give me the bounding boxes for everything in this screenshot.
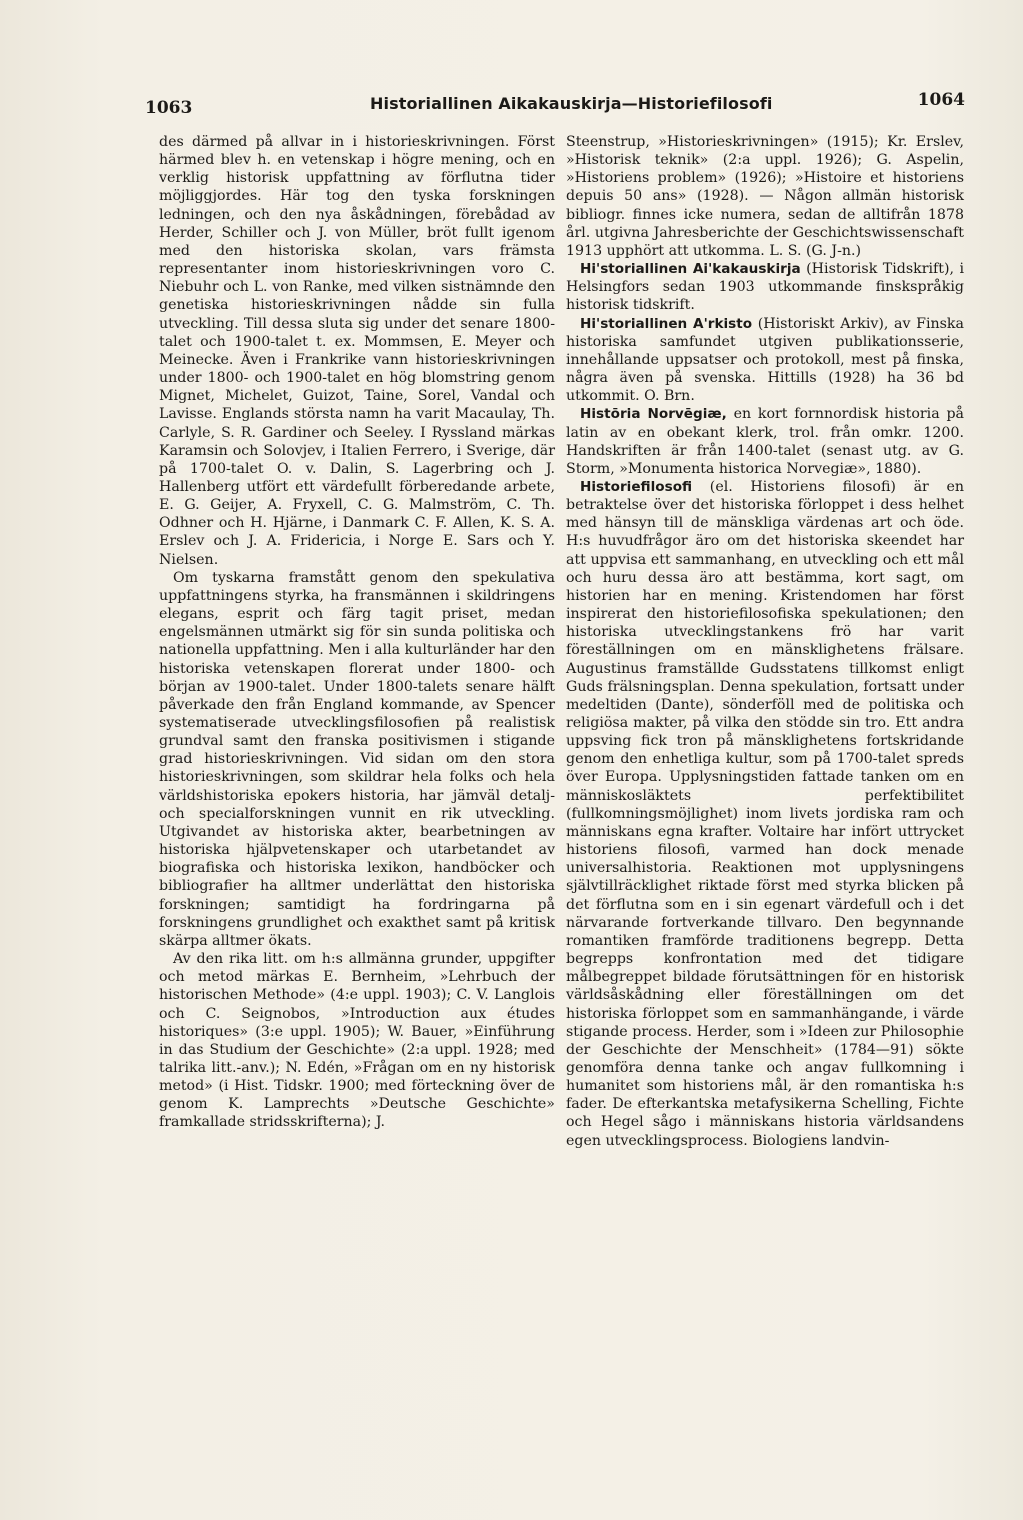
entry-title: Hi'storiallinen A'rkisto [580,315,753,332]
page-number-left: 1063 [145,98,193,118]
bibliography-text: Steenstrup, »Historieskrivningen» (1915); Kr. Erslev, »Historisk teknik» (2:a uppl. 1926); G. Aspelin, »Historiens problem» (1926); »Histoire et historiens depuis 50 ans» (1928). — Någon allmän historisk bibliogr. finnes icke numera, sedan de alltifrån 1878 årl. utgivna Jahresberichte der Geschichtswissenschaft 1913 upphört att utkomma. [566,134,964,259]
left-column [159,133,555,1132]
paragraph-historiography-development: des därmed på allvar in i historieskrivningen. Först härmed blev h. en vetenskap i högre mening, och en verklig historisk uppfattning av förflutna tider möjliggjordes. Här tog den tyska forskningen ledningen, och den nya åskådningen, förebådad av Herder, Schiller och J. von Müller, bröt fullt igenom med den historiska skolan, vars främsta representanter inom historieskrivningen voro C. Niebuhr och L. von Ranke, med vilken sistnämnde den genetiska historieskrivningen nådde sin fulla utveckling. Till dessa sluta sig under det senare 1800-talet och 1900-talet t. ex. Mommsen, E. Meyer och Meinecke. Även i Frankrike vann historieskrivningen under 1800- och 1900-talet en hög blomstring genom Mignet, Michelet, Guizot, Taine, Sorel, Vandal och Lavisse. Englands största namn ha varit Macaulay, Th. Carlyle, S. R. Gardiner och Seeley. I Ryssland märkas Karamsin och Solovjev, i Italien Ferrero, i Sverige, där på 1700-talet O. v. Dalin, S. Lagerbring och J. Hallenberg utfört ett värdefullt förberedande arbete, E. G. Geijer, A. Fryxell, C. G. Malmström, C. Th. Odhner och H. Hjärne, i Danmark C. F. Allen, K. S. A. Erslev och J. A. Fridericia, i Norge E. Sars och Y. Nielsen. [159,134,555,568]
entry-text: (Historiskt Arkiv), av Finska historiska samfundet utgiven publikationsserie, innehållande uppsatser och protokoll, mest på finska, några även på svenska. Hittills (1928) ha 36 bd utkommit. [566,315,964,405]
entry-title: Hi'storiallinen Ai'kakauskirja [580,261,801,278]
entry-text: (Historisk Tidskrift), i Helsingfors sedan 1903 utkommande finskspråkig historisk tidskrift. [566,261,964,314]
paragraph-literature: Av den rika litt. om h:s allmänna grunder, uppgifter och metod märkas E. Bernheim, »Lehrbuch der historischen Methode» (4:e uppl. 1903); C. V. Langlois och C. Seignobos, »Introduction aux études historiques» (3:e uppl. 1905); W. Bauer, »Einführung in das Studium der Geschichte» (2:a uppl. 1928; med talrika litt.-anv.); N. Edén, »Frågan om en ny historisk metod» (i Hist. Tidskr. 1900; med förteckning över de genom K. Lamprechts »Deutsche Geschichte» framkallade stridsskrifterna); J. [159,951,555,1131]
signature: O. Brn. [644,388,695,405]
entry-historiallinen-aikakauskirja [566,260,964,314]
entry-historiallinen-arkisto [566,315,964,406]
paragraph-bibliography-continued [566,133,964,260]
entry-text: (el. Historiens filosofi) är en betraktelse över det historiska förloppet i dess helhet med hänsyn till de mänskliga värdenas art och öde. H:s huvudfrågor äro om det historiska skeendet har att uppvisa ett sammanhang, en utveckling och ett mål och huru dessa äro att bestämma, kort sagt, om historien har en mening. Kristendomen har först inspirerat den historiefilosofiska spekulationen; den historiska utvecklingstankens frö har varit föreställningen om en mänsklighetens frälsare. Augustinus framställde Gudsstatens tillkomst enligt Guds frälsningsplan. Denna spekulation, fortsatt under medeltiden (Dante), sönderföll med de politiska och religiösa makter, på vilka den stödde sin tro. Ett andra uppsving fick tron på mänsklighetens fortskridande genom den enhetliga kultur, som på 1700-talet spreds över Europa. Upplysningstiden fattade tanken om en människosläktets perfektibilitet (fullkomningsmöjlighet) inom livets jordiska ram och människans egna krafter. Voltaire har infört uttrycket historiens filosofi, varmed han dock menade universalhistoria. Reaktionen mot upplysningens självtillräcklighet riktade först med styrka blicken på det förflutna som en i sin egenart värdefull och i det närvarande fortverkande tillvaro. Den begynnande romantiken framförde traditionens begrepp. Detta begrepps konfrontation med det tidigare målbegreppet bildade förutsättningen för en historisk världsåskådning eller föreställningen om det historiska förloppet som en sammanhängande, i värde stigande process. Herder, som i »Ideen zur Philosophie der Geschichte der Menschheit» (1784—91) sökte genomföra denna tanke och angav fullkomning i humanitet som historiens mål, är den romantiska h:s fader. De efterkantska metafysikerna Schelling, Fichte och Hegel sågo i människans historia världsandens egen utvecklingsprocess. Biologiens landvin- [566,478,964,1149]
page-number-right: 1064 [917,90,965,110]
entry-title: Historiefilosofi [580,478,693,495]
right-column [566,133,964,1150]
entry-text: en kort fornnordisk historia på latin av en obekant klerk, trol. från omkr. 1200. Handskriften är från 1400-talet (senast utg. av G. Storm, »Monumenta historica Norvegiæ», 1880). [566,406,964,477]
entry-historia-norvegiae [566,405,964,478]
running-title: Historiallinen Aikakauskirja—Historiefilosofi [370,94,773,113]
page-header [145,90,965,120]
entry-title: Histōria Norvēgiæ, [580,406,727,423]
entry-historiefilosofi [566,478,964,1150]
signature: L. S. (G. J-n.) [769,242,862,259]
paragraph-national-traditions: Om tyskarna framstått genom den spekulativa uppfattningens styrka, ha fransmännen i skildringens elegans, esprit och färg tagit priset, medan engelsmännen utmärkt sig för sin sunda politiska och nationella uppfattning. Men i alla kulturländer har den historiska vetenskapen florerat under 1800- och början av 1900-talet. Under 1800-talets senare hälft påverkade den från England kommande, av Spencer systematiserade utvecklingsfilosofien på realistisk grundval samt den franska positivismen i stigande grad historieskrivningen. Vid sidan om den stora historieskrivningen, som skildrar hela folks och hela världshistoriska epokers historia, har jämväl detalj- och specialforskningen vunnit en rik utveckling. Utgivandet av historiska akter, bearbetningen av historiska hjälpvetenskaper och utarbetandet av biografiska och historiska lexikon, handböcker och bibliografier ha alltmer underlättat den historiska forskningen; samtidigt ha fordringarna på forskningens grundlighet och exakthet samt på kritisk skärpa alltmer ökats. [159,569,555,949]
